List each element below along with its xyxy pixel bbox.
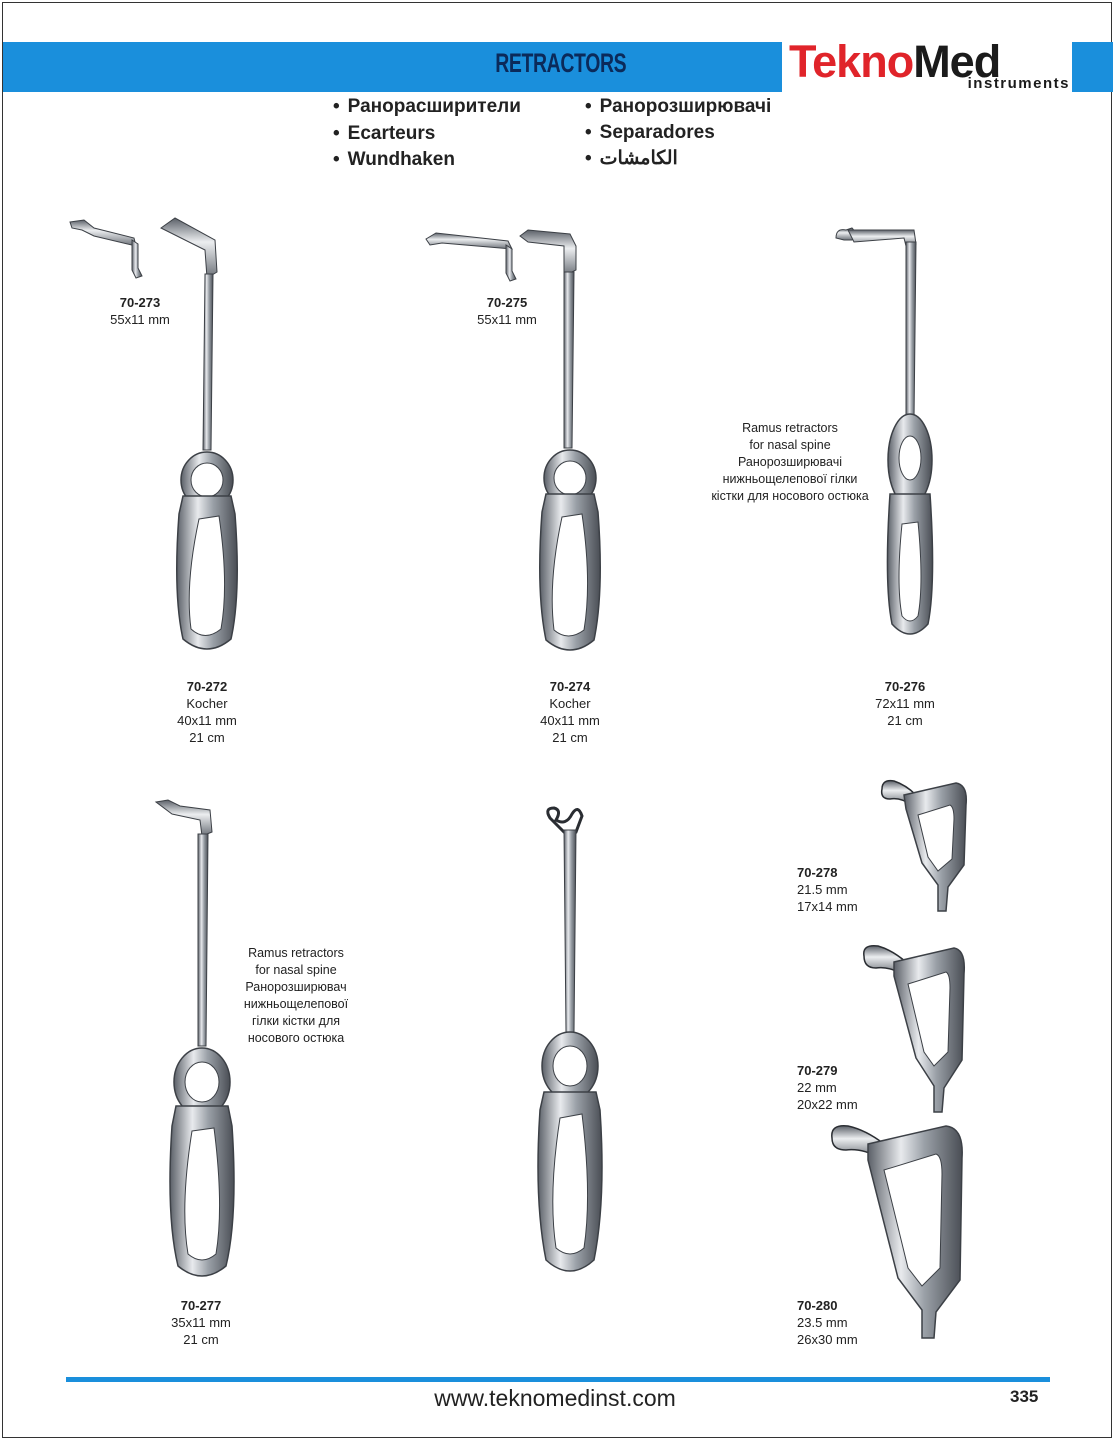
- language-item: • Wundhaken: [333, 149, 455, 171]
- product-size: 40x11 mm: [540, 713, 600, 728]
- note-line: for nasal spine: [255, 963, 337, 977]
- page-number: 335: [1010, 1387, 1039, 1406]
- product-code: 70-277: [180, 1298, 222, 1313]
- note-line: Ранорозширювач: [245, 980, 347, 994]
- language-item: • Ecarteurs: [333, 123, 435, 145]
- product-label-70-272: [160, 678, 254, 746]
- note-line: Ранорозширювачі: [737, 455, 843, 469]
- product-code: 70-273: [119, 295, 161, 310]
- product-label-70-276: [858, 678, 952, 729]
- product-size: 55x11 mm: [110, 312, 170, 327]
- product-dims: 20x22 mm: [797, 1097, 858, 1112]
- product-label-70-274: [523, 678, 617, 746]
- page-title: RETRACTORS: [495, 48, 627, 78]
- product-label-70-280: [797, 1297, 877, 1348]
- product-label-70-278: [797, 864, 877, 915]
- product-note-70-276: [690, 420, 890, 505]
- logo-part-tekno: Tekno: [789, 36, 914, 87]
- product-length: 21 cm: [183, 1332, 219, 1347]
- product-dims: 26x30 mm: [797, 1332, 858, 1347]
- product-name: Kocher: [549, 696, 591, 711]
- language-item: • Ранорозширювачі: [585, 96, 771, 118]
- retractor-70-272-image: [155, 214, 265, 664]
- product-label-70-277: [154, 1297, 248, 1348]
- product-code: 70-280: [797, 1298, 838, 1313]
- logo-subtitle: instruments: [967, 75, 1070, 92]
- product-length: 21 cm: [189, 730, 225, 745]
- product-size: 21.5 mm: [797, 882, 848, 897]
- note-line: Ramus retractors: [248, 946, 344, 960]
- note-line: носового остюка: [247, 1031, 345, 1045]
- product-length: 21 cm: [887, 713, 923, 728]
- product-dims: 17x14 mm: [797, 899, 858, 914]
- product-size: 55x11 mm: [477, 312, 537, 327]
- product-code: 70-276: [884, 679, 926, 694]
- product-code: 70-274: [549, 679, 591, 694]
- note-line: нижньощелепової: [243, 997, 349, 1011]
- product-size: 40x11 mm: [177, 713, 237, 728]
- product-size: 22 mm: [797, 1080, 837, 1095]
- note-line: гілки кістки для: [251, 1014, 341, 1028]
- note-line: Ramus retractors: [742, 421, 838, 435]
- language-item: • Ранорасширители: [333, 96, 521, 118]
- language-item: • Separadores: [585, 122, 715, 144]
- retractor-70-274-image: [518, 222, 628, 667]
- product-size: 72x11 mm: [875, 696, 935, 711]
- retractor-unlabeled-image: [520, 800, 620, 1285]
- retractor-70-278-image: [876, 775, 976, 915]
- note-line: кістки для носового остюка: [711, 489, 869, 503]
- retractor-70-275-image: [422, 225, 522, 285]
- note-line: нижньощелепової гілки: [722, 472, 858, 486]
- footer-divider: [66, 1377, 1050, 1382]
- website-url: www.teknomedinst.com: [434, 1385, 676, 1411]
- product-length: 21 cm: [552, 730, 588, 745]
- product-note-70-277: [226, 945, 366, 1047]
- product-label-70-279: [797, 1062, 877, 1113]
- product-name: Kocher: [186, 696, 228, 711]
- product-size: 23.5 mm: [797, 1315, 848, 1330]
- product-code: 70-275: [486, 295, 528, 310]
- product-size: 35x11 mm: [171, 1315, 231, 1330]
- logo-part-med: Med: [913, 36, 1001, 87]
- note-line: for nasal spine: [749, 438, 831, 452]
- product-code: 70-272: [186, 679, 228, 694]
- product-code: 70-278: [797, 865, 838, 880]
- retractor-70-273-image: [66, 216, 156, 286]
- product-code: 70-279: [797, 1063, 838, 1078]
- language-item: • الكامشات: [585, 147, 678, 170]
